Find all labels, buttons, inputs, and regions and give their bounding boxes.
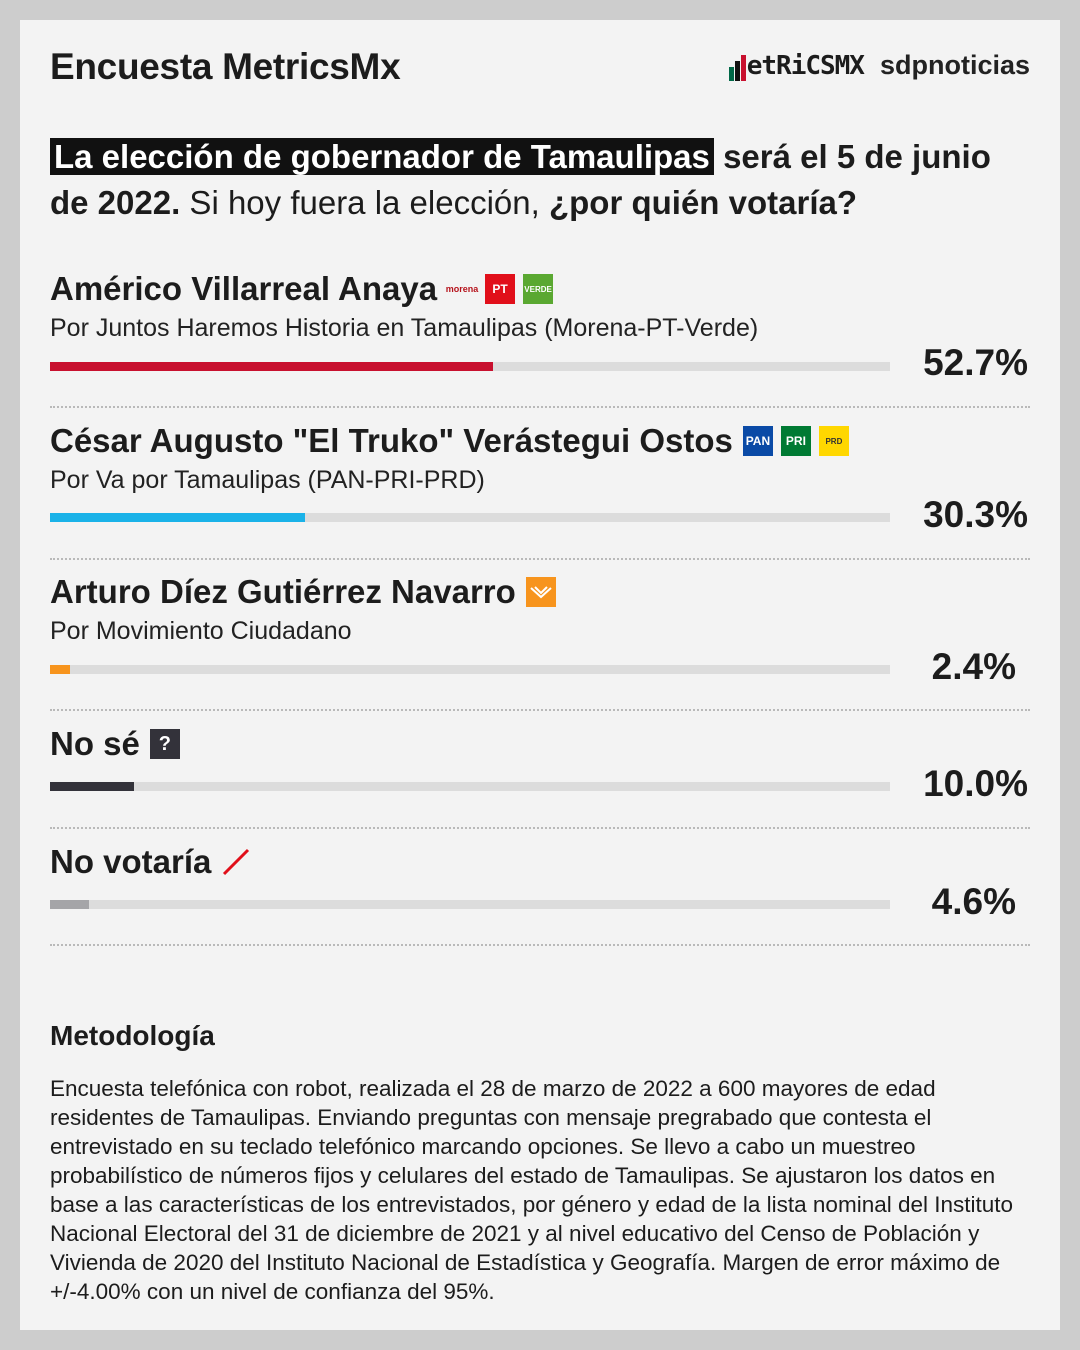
bar-track	[50, 782, 890, 791]
bar	[50, 362, 493, 371]
page-title: Encuesta MetricsMx	[50, 46, 401, 87]
verde-logo-icon: VERDE	[523, 274, 553, 304]
coalition-label: Por Va por Tamaulipas (PAN-PRI-PRD)	[50, 466, 485, 494]
chart-growth-icon	[729, 55, 745, 81]
metricsmx-logo-text: etRiCSMX	[746, 50, 864, 81]
divider	[50, 709, 1030, 711]
data-label: 30.3%	[923, 494, 1028, 535]
metricsmx-logo	[729, 51, 864, 81]
morena-logo-icon: morena	[445, 284, 479, 294]
bar	[50, 513, 305, 522]
party-logos	[447, 274, 553, 304]
party-logos	[150, 729, 180, 759]
poll-question	[50, 134, 1010, 226]
bar	[50, 665, 70, 674]
party-logos	[221, 847, 251, 877]
party-logos	[743, 426, 849, 456]
option-name	[50, 573, 1030, 611]
bar-track	[50, 900, 890, 909]
question-highlight: La elección de gobernador de Tamaulipas	[50, 138, 714, 175]
option-name	[50, 422, 1030, 460]
slash-icon	[221, 847, 251, 877]
divider	[50, 944, 1030, 946]
result-row	[50, 270, 1030, 343]
poll-card	[20, 20, 1060, 1330]
result-row	[50, 573, 1030, 646]
question-ask: ¿por quién votaría?	[548, 184, 858, 221]
divider	[50, 827, 1030, 829]
bar	[50, 900, 89, 909]
option-name-label: No votaría	[50, 843, 212, 880]
option-name	[50, 270, 1030, 308]
data-label: 52.7%	[923, 342, 1028, 383]
result-row	[50, 843, 1030, 881]
bar-track	[50, 362, 890, 371]
question-mark-icon: ?	[150, 729, 180, 759]
divider	[50, 406, 1030, 408]
divider	[50, 558, 1030, 560]
coalition-label: Por Movimiento Ciudadano	[50, 617, 352, 645]
bar-track	[50, 665, 890, 674]
sdpnoticias-logo: sdpnoticias	[879, 50, 1030, 80]
data-label: 2.4%	[931, 646, 1016, 687]
coalition-label: Por Juntos Haremos Historia en Tamaulipas (Morena-PT-Verde)	[50, 314, 759, 342]
question-date: será el 5 de junio de 2022.	[50, 138, 991, 221]
option-name-label: No sé	[50, 725, 140, 762]
pan-logo-icon: PAN	[743, 426, 773, 456]
pri-logo-icon: PRI	[781, 426, 811, 456]
option-name-label: Arturo Díez Gutiérrez Navarro	[50, 573, 516, 610]
pt-logo-icon: PT	[485, 274, 515, 304]
prd-logo-icon: PRD	[819, 426, 849, 456]
brand-logos	[729, 50, 1030, 81]
bar-track	[50, 513, 890, 522]
mc-logo-icon	[526, 577, 556, 607]
bar	[50, 782, 134, 791]
option-name-label: César Augusto "El Truko" Verástegui Ostos	[50, 422, 733, 459]
methodology-title: Metodología	[50, 1020, 215, 1051]
result-row	[50, 422, 1030, 495]
methodology-text: Encuesta telefónica con robot, realizada el 28 de marzo de 2022 a 600 mayores de edad residentes de Tamaulipas. Enviando preguntas con mensaje pregrabado que contesta el entrevistado en su teclado telefónico marcando opciones. Se llevo a cabo un muestreo probabilístico de números fijos y celulares del estado de Tamaulipas. Se ajustaron los datos en base a las características de los entrevistados, por género y edad de la lista nominal del Instituto Nacional Electoral del 31 de diciembre de 2021 y al nivel educativo del Censo de Población y Vivienda de 2020 del Instituto Nacional de Estadística y Geografía. Margen de error máximo de +/-4.00% con un nivel de confianza del 95%.	[50, 1076, 1014, 1304]
option-name-label: Américo Villarreal Anaya	[50, 270, 438, 307]
question-text: Si hoy fuera la elección,	[180, 184, 549, 221]
party-logos	[526, 577, 556, 607]
data-label: 10.0%	[923, 763, 1028, 804]
result-row	[50, 725, 1030, 763]
option-name	[50, 843, 1030, 881]
data-label: 4.6%	[931, 881, 1016, 922]
option-name	[50, 725, 1030, 763]
